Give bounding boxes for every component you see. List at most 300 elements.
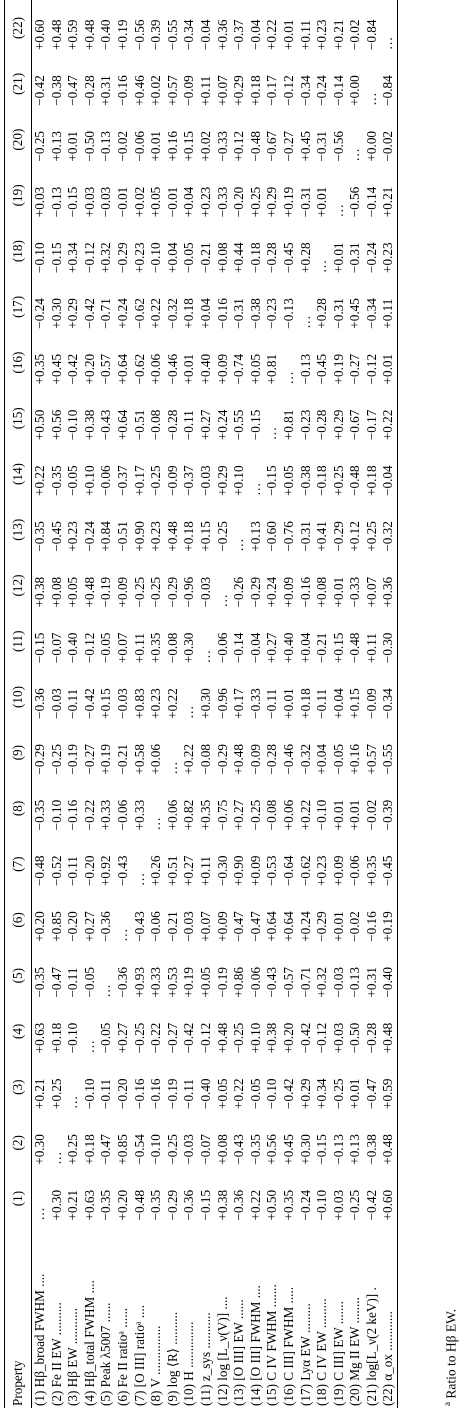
table-cell: −0.03 (197, 465, 213, 496)
table-cell: −0.06 (247, 967, 263, 998)
table-cell: +0.81 (280, 409, 296, 441)
header-col-13: (13) (10, 518, 25, 541)
table-cell: +0.29 (297, 1078, 313, 1109)
table-cell: +0.27 (264, 632, 280, 664)
table-cell: +0.60 (32, 19, 47, 51)
table-cell: −0.25 (148, 576, 164, 608)
table-cell: +0.03 (81, 186, 97, 218)
table-cell: −0.01 (164, 186, 180, 218)
table-cell: +0.07 (214, 75, 230, 106)
table-cell: +0.22 (264, 19, 280, 51)
table-cell: −0.31 (347, 242, 363, 273)
table-cell: … (214, 594, 230, 608)
table-cell: +0.34 (314, 1078, 330, 1109)
table-cell: −0.42 (181, 1022, 197, 1054)
table-cell: +0.12 (231, 130, 247, 162)
header-col-11: (11) (10, 630, 25, 652)
table-cell: −0.27 (347, 353, 363, 385)
table-cell: +0.38 (214, 1189, 230, 1221)
table-cell: −0.05 (98, 632, 114, 664)
table-cell: −0.37 (231, 19, 247, 51)
header-col-1: (1) (10, 1190, 25, 1207)
table-cell: −0.35 (32, 799, 47, 831)
table-cell: −0.48 (32, 855, 47, 887)
table-cell: +0.48 (48, 19, 64, 51)
table-cell: +0.01 (347, 1078, 363, 1109)
row-label: (19) C III] EW ....... (330, 1301, 346, 1406)
table-cell: +0.35 (148, 632, 164, 664)
table-cell: −0.67 (347, 409, 363, 441)
table-cell: −0.08 (164, 632, 180, 664)
table-row (32, 0, 49, 1408)
table-cell: −0.29 (164, 576, 180, 608)
table-cell: +0.59 (65, 19, 81, 51)
table-cell: +0.20 (280, 1022, 296, 1054)
table-cell: −0.12 (197, 1022, 213, 1054)
table-cell: −0.50 (81, 130, 97, 162)
table-row (181, 0, 198, 1408)
table-cell: −0.84 (380, 75, 396, 106)
table-cell: +0.24 (214, 409, 230, 441)
table-cell: +0.26 (148, 855, 164, 887)
table-cell: +0.21 (32, 1078, 47, 1109)
table-cell: +0.05 (247, 353, 263, 385)
table-cell: −0.15 (264, 465, 280, 496)
table-cell: +0.23 (314, 19, 330, 51)
table-cell: −0.06 (131, 130, 147, 162)
table-cell: −0.42 (363, 1189, 379, 1221)
table-cell: +0.11 (131, 633, 147, 664)
table-cell: −0.11 (181, 410, 197, 441)
table-cell: −0.29 (314, 911, 330, 942)
row-label: (14) [O III] FWHM .... (247, 1285, 263, 1406)
table-cell: +0.31 (98, 75, 114, 106)
table-cell: −0.08 (197, 744, 213, 775)
table-cell: +0.09 (330, 855, 346, 887)
table-cell: +0.18 (181, 298, 197, 329)
table-cell: −0.24 (363, 242, 379, 273)
table-cell: +0.56 (48, 409, 64, 441)
table-cell: +0.64 (114, 353, 130, 385)
table-cell: −0.50 (347, 1022, 363, 1054)
table-cell: … (330, 204, 346, 218)
table-cell: +0.05 (280, 465, 296, 496)
table-cell: +0.21 (65, 1189, 81, 1221)
table-cell: +0.22 (231, 1078, 247, 1109)
table-cell: −0.23 (264, 298, 280, 329)
table-cell: +0.20 (32, 911, 47, 942)
table-row (314, 0, 331, 1408)
table-cell: −0.03 (181, 1134, 197, 1165)
table-cell: +0.32 (98, 242, 114, 273)
table-cell: … (131, 872, 147, 887)
table-cell: +0.48 (380, 1022, 396, 1054)
table-cell: −0.31 (297, 186, 313, 218)
table-cell: −0.33 (214, 186, 230, 218)
table-cell: −0.45 (48, 521, 64, 552)
table-cell: −0.32 (380, 521, 396, 552)
table-cell: −0.36 (231, 1189, 247, 1221)
table-cell: −0.51 (131, 409, 147, 441)
table-cell: +0.23 (148, 688, 164, 719)
table-cell: +0.00 (347, 75, 363, 106)
table-cell: −0.01 (114, 186, 130, 218)
table-cell: −0.45 (380, 855, 396, 887)
table-cell: +0.07 (363, 576, 379, 608)
table-cell: −0.20 (114, 1078, 130, 1109)
table-cell: +0.30 (297, 1134, 313, 1165)
footnote-text: Ratio to Hβ EW. (443, 1309, 459, 1399)
table-cell: +0.21 (330, 19, 346, 51)
header-col-19: (19) (10, 184, 25, 207)
table-cell: −0.21 (314, 632, 330, 664)
table-cell: −0.25 (330, 1078, 346, 1109)
table-cell: +0.63 (81, 1189, 97, 1221)
table-cell: +0.27 (114, 1022, 130, 1054)
table-cell: +0.30 (181, 632, 197, 664)
table-cell: +0.12 (347, 521, 363, 552)
table-cell: −0.39 (380, 799, 396, 831)
table-cell: … (380, 36, 396, 51)
table-cell: +0.35 (32, 353, 47, 385)
table-cell: +0.11 (197, 856, 213, 887)
table-cell: +0.07 (197, 911, 213, 942)
row-label: (7) [O III] ratioᵃ .... (131, 1304, 147, 1406)
table-cell: −0.06 (347, 855, 363, 887)
table-cell: −0.10 (264, 1078, 280, 1109)
table-cell: +0.01 (330, 242, 346, 273)
table-cell: −0.43 (98, 409, 114, 441)
table-cell: +0.58 (131, 744, 147, 775)
table-cell: −0.17 (264, 75, 280, 106)
table-cell: −0.42 (81, 298, 97, 329)
table-cell: −0.62 (131, 353, 147, 385)
table-cell: +0.50 (264, 1189, 280, 1221)
table-cell: −0.03 (114, 688, 130, 719)
footnote-mark: a (442, 1402, 452, 1406)
table-cell: +0.20 (114, 1189, 130, 1221)
table-cell: +0.01 (330, 576, 346, 608)
table-cell: +0.22 (164, 688, 180, 719)
table-cell: −0.22 (148, 1022, 164, 1054)
table-cell: +0.29 (330, 409, 346, 441)
table-cell: −0.46 (280, 744, 296, 775)
table-header-row (5, 0, 32, 1408)
table-cell: +0.64 (264, 911, 280, 942)
table-cell: −0.42 (280, 1078, 296, 1109)
table-cell: −0.09 (247, 744, 263, 775)
table-cell: −0.71 (98, 298, 114, 329)
table-cell: +0.15 (347, 688, 363, 719)
table-cell: +0.27 (231, 799, 247, 831)
table-cell: +0.59 (380, 1078, 396, 1109)
table-cell: −0.43 (264, 967, 280, 998)
table-cell: +0.17 (131, 465, 147, 496)
table-cell: −0.62 (131, 298, 147, 329)
table-cell: −0.10 (314, 1189, 330, 1221)
header-col-20: (20) (10, 128, 25, 151)
table-cell: +0.01 (280, 19, 296, 51)
table-cell: −0.40 (380, 967, 396, 998)
table-row (264, 0, 281, 1408)
table-cell: +0.31 (363, 967, 379, 998)
table-cell: −0.43 (114, 855, 130, 887)
table-cell: −0.05 (65, 465, 81, 496)
table-cell: −0.35 (48, 465, 64, 496)
table-cell: +0.45 (280, 1134, 296, 1165)
table-cell: −0.08 (264, 799, 280, 831)
table-body (32, 0, 398, 1408)
table-cell: +0.15 (98, 688, 114, 719)
table-cell: +0.35 (197, 799, 213, 831)
table-cell: −0.10 (314, 799, 330, 831)
table-cell: +0.06 (280, 799, 296, 831)
table-cell: +0.29 (264, 186, 280, 218)
table-cell: +0.03 (330, 1189, 346, 1221)
table-cell: +0.18 (297, 688, 313, 719)
table-cell: … (197, 649, 213, 664)
table-cell: +0.09 (214, 911, 230, 942)
table-row (380, 0, 397, 1408)
table-row (165, 0, 182, 1408)
table-cell: +0.82 (181, 799, 197, 831)
table-cell: −0.20 (231, 186, 247, 218)
table-cell: −0.03 (98, 186, 114, 218)
table-cell: −0.03 (181, 911, 197, 942)
table-cell: +0.11 (380, 298, 396, 329)
table-cell: −0.09 (181, 75, 197, 106)
table-row (215, 0, 232, 1408)
header-col-18: (18) (10, 240, 25, 263)
table-cell: +0.29 (231, 75, 247, 106)
table-cell: −0.56 (131, 19, 147, 51)
table-cell: +0.25 (330, 465, 346, 496)
table-cell: −0.04 (197, 19, 213, 51)
table-cell: −0.16 (65, 799, 81, 831)
table-cell: +0.45 (347, 298, 363, 329)
row-label: (21) log[L_ν(2 keV)] . (363, 1287, 379, 1406)
table-cell: … (297, 315, 313, 329)
table-cell: −0.29 (330, 521, 346, 552)
row-label: (3) Hβ EW ........... (65, 1307, 81, 1406)
header-col-6: (6) (10, 912, 25, 928)
row-label: (1) Hβ_broad FWHM .... (32, 1273, 47, 1406)
table-cell: +0.48 (81, 19, 97, 51)
table-cell: −0.35 (148, 1189, 164, 1221)
table-cell: −0.10 (81, 1078, 97, 1109)
table-cell: −0.25 (48, 744, 64, 775)
table-cell: … (65, 1095, 81, 1109)
table-cell: +0.44 (231, 242, 247, 273)
table-cell: … (148, 817, 164, 831)
correlation-table (4, 0, 398, 1408)
table-cell: +0.01 (280, 688, 296, 719)
row-label: (4) Hβ_total FWHM .... (81, 1280, 97, 1406)
table-row (248, 0, 265, 1408)
table-cell: … (32, 1207, 47, 1221)
table-footnote (442, 1309, 460, 1406)
table-cell: −0.67 (264, 130, 280, 162)
table-cell: −0.25 (32, 130, 47, 162)
table-cell: −0.55 (164, 19, 180, 51)
table-cell: +0.84 (98, 521, 114, 552)
table-cell: +0.25 (48, 1078, 64, 1109)
table-row (347, 0, 364, 1408)
table-cell: +0.64 (280, 911, 296, 942)
table-cell: −0.29 (114, 242, 130, 273)
table-cell: +0.18 (181, 521, 197, 552)
table-cell: −0.42 (81, 688, 97, 719)
table-cell: −0.27 (81, 744, 97, 775)
table-cell: −0.15 (48, 242, 64, 273)
table-cell: … (164, 761, 180, 775)
table-cell: +0.15 (330, 632, 346, 664)
table-cell: +0.22 (181, 744, 197, 775)
table-cell: +0.23 (148, 521, 164, 552)
header-col-9: (9) (10, 745, 25, 761)
table-cell: +0.09 (247, 855, 263, 887)
table-cell: +0.48 (214, 1022, 230, 1054)
table-cell: −0.15 (197, 1189, 213, 1221)
table-cell: +0.27 (81, 911, 97, 942)
table-cell: +0.24 (264, 576, 280, 608)
table-cell: +0.41 (314, 521, 330, 552)
table-cell: +0.18 (81, 1134, 97, 1165)
table-cell: −0.05 (247, 1078, 263, 1109)
table-cell: +0.13 (247, 521, 263, 552)
table-cell: +0.33 (131, 799, 147, 831)
table-cell: +0.18 (48, 1022, 64, 1054)
table-cell: −0.47 (363, 1078, 379, 1109)
row-label: (2) Fe II EW .......... (48, 1302, 64, 1406)
table-cell: −0.18 (247, 242, 263, 273)
table-cell: +0.08 (214, 242, 230, 273)
table-cell: +0.02 (197, 130, 213, 162)
header-col-4: (4) (10, 1023, 25, 1040)
table-cell: +0.30 (48, 298, 64, 329)
table-cell: +0.27 (181, 855, 197, 887)
table-cell: −0.26 (231, 576, 247, 608)
table-cell: +0.64 (114, 409, 130, 441)
table-cell: −0.84 (363, 19, 379, 51)
header-col-12: (12) (10, 574, 25, 597)
table-cell: −0.11 (65, 967, 81, 998)
table-cell: −0.10 (148, 1134, 164, 1165)
row-label: (16) C III] FWHM ..... (280, 1286, 296, 1406)
table-cell: −0.24 (81, 521, 97, 552)
table-cell: +0.15 (197, 521, 213, 552)
table-cell: +0.21 (380, 186, 396, 218)
table-cell: −0.16 (148, 1078, 164, 1109)
table-cell: +0.02 (131, 186, 147, 218)
table-cell: +0.23 (131, 242, 147, 273)
table-cell: −0.36 (114, 967, 130, 998)
table-cell: +0.01 (330, 911, 346, 942)
table-cell: −0.16 (114, 75, 130, 106)
table-cell: +0.19 (114, 19, 130, 51)
table-cell: … (363, 92, 379, 106)
header-col-7: (7) (10, 856, 25, 872)
row-label: (13) [O III] EW ...... (231, 1299, 247, 1406)
table-cell: −0.14 (363, 186, 379, 218)
table-cell: −0.03 (48, 688, 64, 719)
table-cell: −0.48 (131, 1189, 147, 1221)
row-label: (18) C IV EW ......... (314, 1298, 330, 1406)
table-cell: −0.10 (48, 799, 64, 831)
table-cell: +0.03 (330, 1022, 346, 1054)
table-cell: −0.28 (264, 744, 280, 775)
table-cell: +0.56 (264, 1134, 280, 1165)
table-cell: +0.11 (297, 20, 313, 51)
table-cell: +0.23 (380, 242, 396, 273)
table-cell: −0.19 (164, 1078, 180, 1109)
table-cell: +0.03 (32, 186, 47, 218)
table-cell: +0.29 (214, 465, 230, 496)
table-cell: −0.24 (297, 1189, 313, 1221)
table-cell: −0.16 (214, 298, 230, 329)
table-cell: −0.25 (131, 576, 147, 608)
table-cell: −0.10 (148, 242, 164, 273)
table-cell: −0.19 (98, 576, 114, 608)
table-cell: +0.50 (32, 409, 47, 441)
table-cell: … (181, 705, 197, 719)
table-cell: −0.15 (247, 409, 263, 441)
table-cell: −0.55 (231, 409, 247, 441)
table-cell: +0.36 (214, 19, 230, 51)
table-cell: −0.47 (247, 911, 263, 942)
table-cell: +0.19 (280, 186, 296, 218)
table-cell: −0.53 (264, 855, 280, 887)
table-cell: −0.96 (214, 688, 230, 719)
table-cell: +0.32 (314, 967, 330, 998)
table-cell: −0.25 (131, 1022, 147, 1054)
table-cell: −0.21 (197, 242, 213, 273)
header-col-15: (15) (10, 407, 25, 430)
table-cell: −0.04 (247, 632, 263, 664)
table-cell: −0.05 (98, 1022, 114, 1054)
table-cell: +0.30 (32, 1134, 47, 1165)
table-cell: +0.06 (164, 799, 180, 831)
table-cell: −0.74 (231, 353, 247, 385)
table-cell: … (98, 984, 114, 998)
table-row (82, 0, 99, 1408)
table-cell: +0.60 (380, 1189, 396, 1221)
table-cell: +0.08 (214, 1134, 230, 1165)
table-cell: +0.85 (114, 1134, 130, 1165)
table-cell: +0.48 (164, 521, 180, 552)
table-cell: +0.19 (98, 744, 114, 775)
table-cell: +0.04 (297, 632, 313, 664)
table-cell: +0.25 (247, 186, 263, 218)
table-cell: −0.02 (363, 799, 379, 831)
table-cell: +0.53 (164, 967, 180, 998)
table-cell: −0.33 (347, 576, 363, 608)
table-cell: +0.92 (98, 855, 114, 887)
row-label: (5) Peak λ5007 ...... (98, 1302, 114, 1406)
table-cell: +0.16 (347, 744, 363, 775)
table-cell: −0.09 (363, 688, 379, 719)
table-cell: −0.11 (65, 688, 81, 719)
table-cell: −0.37 (181, 465, 197, 496)
table-cell: +0.09 (280, 576, 296, 608)
table-cell: −0.28 (363, 1022, 379, 1054)
table-row (298, 0, 315, 1408)
table-cell: −0.24 (32, 298, 47, 329)
table-cell: +0.30 (197, 688, 213, 719)
table-cell: +0.46 (131, 75, 147, 106)
table-cell: … (264, 426, 280, 441)
table-cell: −0.14 (231, 632, 247, 664)
